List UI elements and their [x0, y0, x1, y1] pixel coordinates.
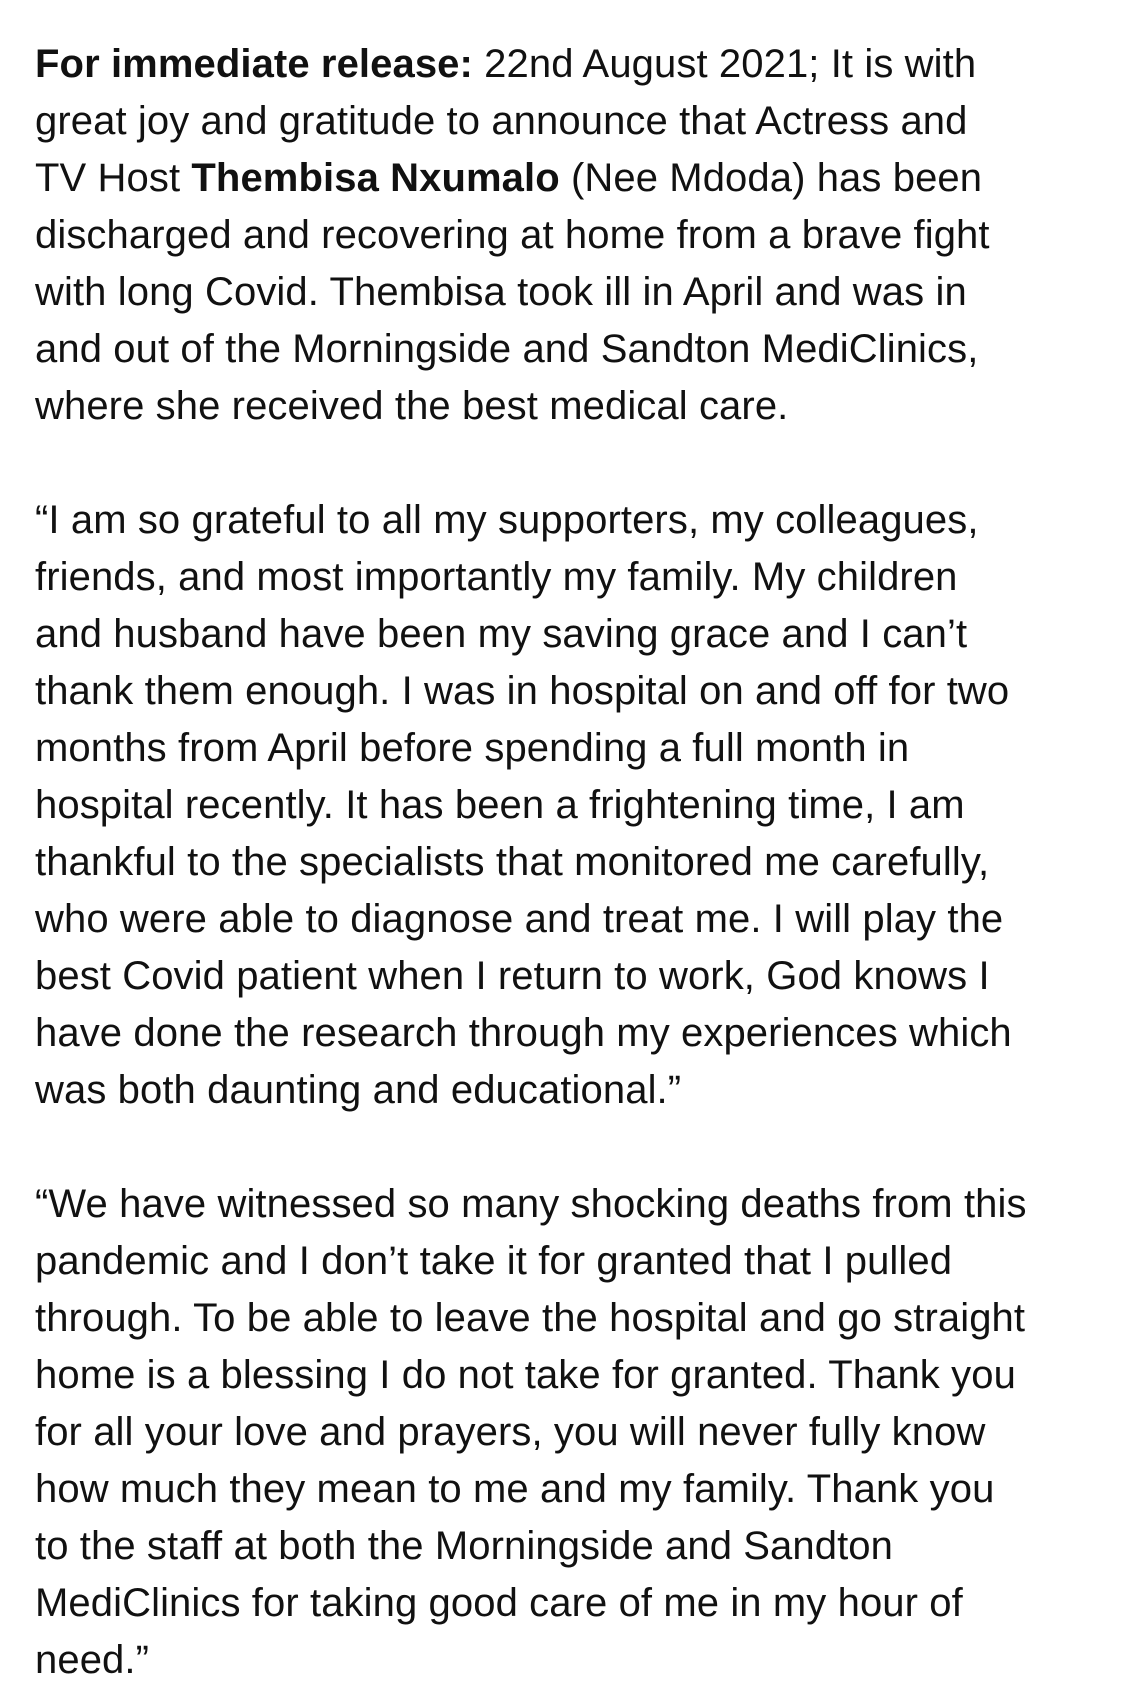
host-name: Thembisa Nxumalo — [191, 156, 560, 200]
press-release-document — [35, 36, 1115, 1689]
gratitude-quote-paragraph: “I am so grateful to all my supporters, my colleagues, friends, and most importantly my family. My children and husband have been my saving grace and I can’t thank them enough. I was in hospital on and off for two months from April before spending a full month in hospital recently. It has been a frightening time, I am thankful to the specialists that monitored me carefully, who were able to diagnose and treat me. I will play the best Covid patient when I return to work, God knows I have done the research through my experiences which was both daunting and educational.” — [35, 498, 1012, 1112]
thanks-quote-paragraph: “We have witnessed so many shocking deaths from this pandemic and I don’t take it for granted that I pulled through. To be able to leave the hospital and go straight home is a blessing I do not take for granted. Thank you for all your love and prayers, you will never fully know how much they mean to me and my family. Thank you to the staff at both the Morningside and Sandton MediClinics for taking good care of me in my hour of need.” — [35, 1182, 1027, 1682]
intro-text-part-2: (Nee Mdoda) has been discharged and recovering at home from a brave fight with long Covid. Thembisa took ill in April and was in and out of the Morningside and Sandton MediClinics, where she received the best medical care. — [35, 156, 990, 428]
release-label: For immediate release: — [35, 42, 473, 86]
intro-paragraph — [35, 36, 1115, 435]
intro-text-part-1: 22nd August 2021; It is with great joy and gratitude to announce that Actress and TV Host — [35, 42, 977, 200]
